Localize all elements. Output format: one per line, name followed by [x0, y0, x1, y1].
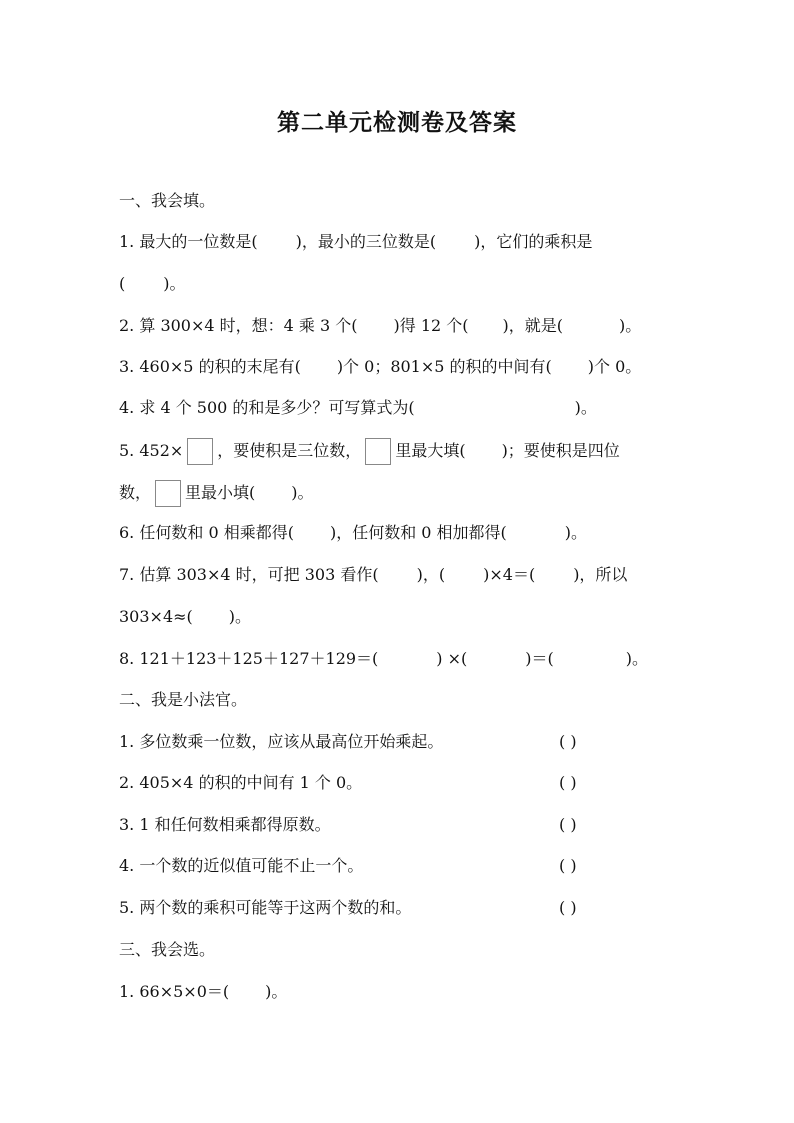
- judge-item-3: 3. 1 和任何数相乘都得原数。: [119, 815, 331, 834]
- question-8: [119, 648, 648, 670]
- q8-text-c: )＝(: [525, 649, 554, 668]
- q6-text-c: )。: [564, 523, 588, 542]
- q7-text-f: )。: [228, 607, 252, 626]
- judge-item-2: 2. 405×4 的积的中间有 1 个 0。: [119, 773, 363, 792]
- q5-box-1: [187, 438, 213, 465]
- q7-text-e: 303×4≈(: [119, 607, 193, 626]
- q3-text-c: )个 0。: [587, 357, 642, 376]
- judge-answer-4: ( ): [559, 856, 577, 875]
- question-2: [119, 315, 641, 337]
- question-7-continued: [119, 606, 251, 628]
- q1-text-a: 1. 最大的一位数是(: [119, 232, 258, 251]
- section-heading-judge: 二、我是小法官。: [119, 690, 248, 709]
- q2-text-b: )得 12 个(: [393, 316, 469, 335]
- q7-text-c: )×4＝(: [483, 565, 536, 584]
- page-title: 第二单元检测卷及答案: [277, 110, 517, 136]
- c1-text-b: )。: [265, 982, 288, 1001]
- q8-text-a: 8. 121＋123＋125＋127＋129＝(: [119, 649, 379, 668]
- q8-text-b: ) ×(: [436, 649, 468, 668]
- question-4: [119, 397, 597, 419]
- q1-text-d: (: [119, 274, 126, 293]
- question-1-continued: [119, 273, 186, 295]
- q7-text-b: )，(: [416, 565, 446, 584]
- judge-answer-2: ( ): [559, 773, 577, 792]
- q5-box-3: [155, 480, 181, 507]
- q1-text-e: )。: [163, 274, 186, 293]
- q5-text-b: ，要使积是三位数，: [217, 441, 362, 460]
- q6-text-a: 6. 任何数和 0 相乘都得(: [119, 523, 294, 542]
- section-heading-fill: 一、我会填。: [119, 191, 216, 210]
- q2-text-c: )，就是(: [502, 316, 564, 335]
- q5-text-g: )。: [291, 483, 314, 502]
- q4-text-a: 4. 求 4 个 500 的和是多少？可写算式为(: [119, 398, 415, 417]
- q5-text-d: )；要使积是四位: [501, 441, 620, 460]
- judge-item-5: 5. 两个数的乘积可能等于这两个数的和。: [119, 898, 412, 917]
- judge-answer-1: ( ): [559, 732, 577, 751]
- q7-text-d: )，所以: [573, 565, 628, 584]
- q6-text-b: )，任何数和 0 相加都得(: [329, 523, 507, 542]
- question-6: [119, 522, 587, 544]
- q5-box-2: [365, 438, 391, 465]
- q2-text-a: 2. 算 300×4 时，想：4 乘 3 个(: [119, 316, 358, 335]
- judge-item-4: 4. 一个数的近似值可能不止一个。: [119, 856, 364, 875]
- c1-text-a: 1. 66×5×0＝(: [119, 982, 230, 1001]
- question-5: [119, 438, 620, 465]
- q5-text-e: 数，: [119, 483, 152, 502]
- question-5-continued: [119, 480, 314, 507]
- question-7: [119, 564, 627, 586]
- section-heading-choose: 三、我会选。: [119, 940, 216, 959]
- q8-text-d: )。: [625, 649, 649, 668]
- q4-text-b: )。: [574, 398, 597, 417]
- question-3: [119, 356, 641, 378]
- q5-text-f: 里最小填(: [185, 483, 256, 502]
- q2-text-d: )。: [619, 316, 642, 335]
- judge-item-1: 1. 多位数乘一位数，应该从最高位开始乘起。: [119, 732, 444, 751]
- q3-text-b: )个 0；801×5 的积的中间有(: [336, 357, 552, 376]
- q5-text-c: 里最大填(: [395, 441, 466, 460]
- question-1: [119, 231, 592, 253]
- q7-text-a: 7. 估算 303×4 时，可把 303 看作(: [119, 565, 379, 584]
- q1-text-b: )，最小的三位数是(: [295, 232, 437, 251]
- judge-answer-5: ( ): [559, 898, 577, 917]
- judge-answer-3: ( ): [559, 815, 577, 834]
- q3-text-a: 3. 460×5 的积的末尾有(: [119, 357, 301, 376]
- q5-text-a: 5. 452×: [119, 441, 184, 460]
- q1-text-c: )，它们的乘积是: [474, 232, 593, 251]
- choose-question-1: [119, 981, 287, 1003]
